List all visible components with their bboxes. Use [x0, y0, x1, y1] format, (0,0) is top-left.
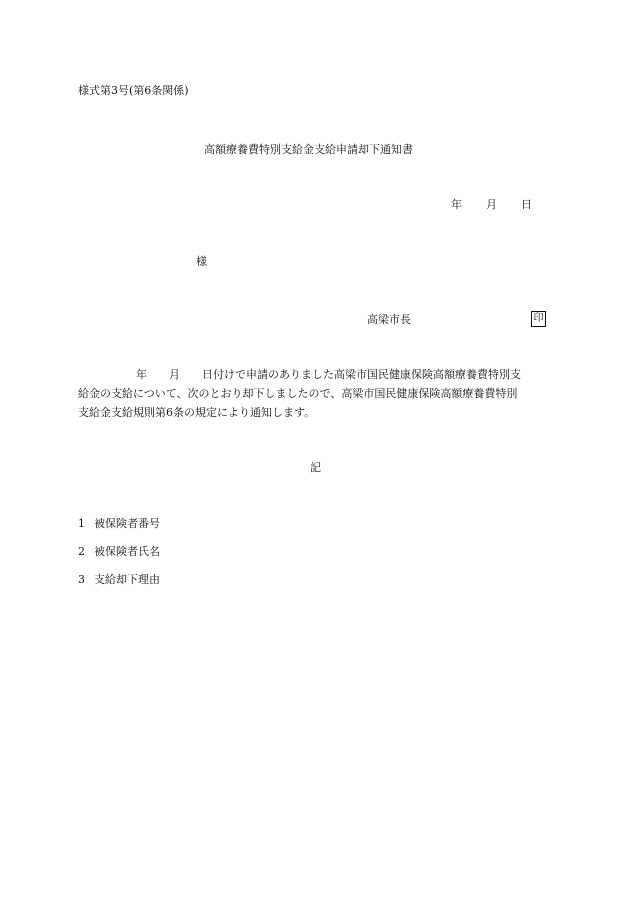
body-year-label: 年: [136, 368, 147, 381]
item-number: 1: [78, 517, 85, 530]
form-number: 様式第3号(第6条関係): [78, 84, 189, 97]
body-line-1-text: 日付けで申請のありました高梁市国民健康保険高額療養費特別支: [202, 368, 521, 381]
list-item: [78, 517, 160, 531]
body-month-label: 月: [169, 368, 180, 381]
item-number: 3: [78, 573, 85, 586]
body-line-3: 支給金支給規則第6条の規定により通知します。: [78, 406, 316, 419]
item-label: 支給却下理由: [94, 573, 160, 586]
notice-body: [78, 365, 558, 422]
list-item: [78, 545, 160, 559]
item-list: [78, 517, 160, 601]
seal-stamp-box: 印: [531, 311, 546, 327]
date-day-label: 日: [521, 198, 532, 211]
sender-name: 高梁市長: [367, 313, 411, 326]
list-item: [78, 573, 160, 587]
date-month-label: 月: [486, 198, 497, 211]
notes-heading: 記: [310, 461, 321, 474]
date-year-label: 年: [451, 198, 462, 211]
document-title: 高額療養費特別支給金支給申請却下通知書: [204, 143, 413, 156]
body-line-2: 給金の支給について、次のとおり却下しましたので、高梁市国民健康保険高額療養費特別: [78, 387, 518, 400]
item-number: 2: [78, 545, 85, 558]
item-label: 被保険者氏名: [94, 545, 160, 558]
item-label: 被保険者番号: [94, 517, 160, 530]
addressee-honorific: 様: [196, 255, 207, 268]
body-line-1: [78, 365, 558, 384]
